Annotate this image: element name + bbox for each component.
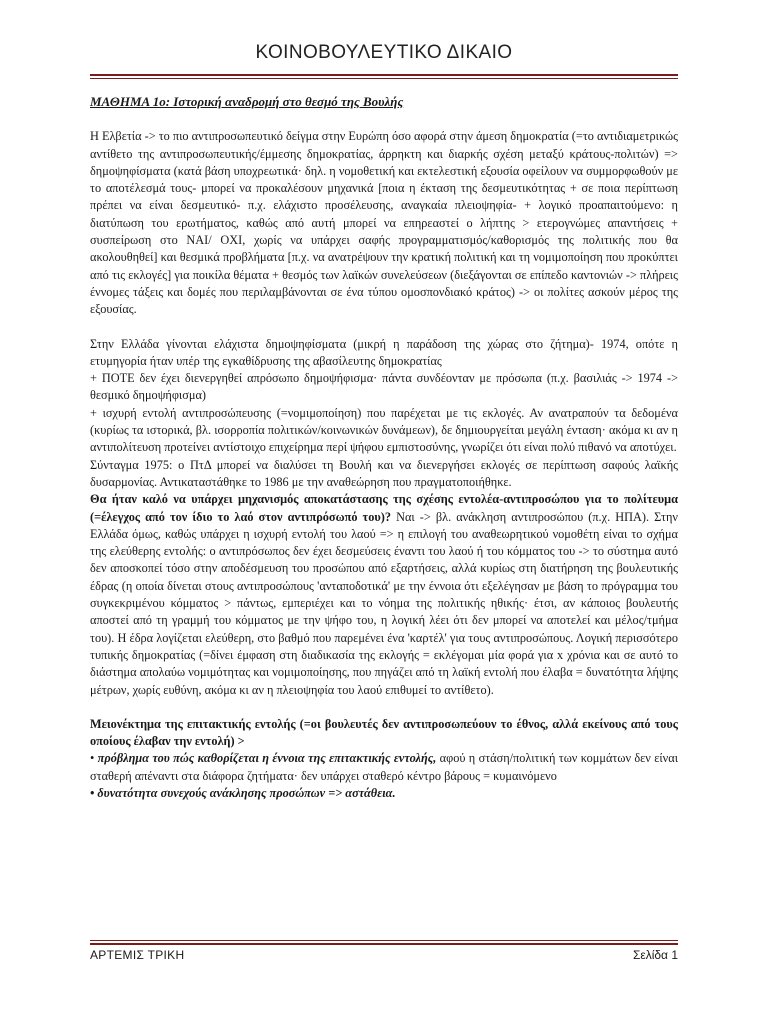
greece-line-2: + ΠΟΤΕ δεν έχει διενεργηθεί απρόσωπο δημοψήφισμα· πάντα συνδέονταν με πρόσωπα (π.χ. βασιλιάς -> 1974 -> θεσμικό δημοψήφισμα) — [90, 371, 678, 403]
paragraph-greece — [90, 336, 678, 699]
lesson-title: ΜΑΘΗΜΑ 1ο: Ιστορική αναδρομή στο θεσμό της Βουλής — [90, 94, 404, 109]
footer-rule — [90, 943, 678, 945]
disadvantage-item-1 — [90, 750, 678, 785]
footer-author: ΑΡΤΕΜΙΣ ΤΡΙΚΗ — [90, 948, 185, 962]
disadvantage-item-2: • δυνατότητα συνεχούς ανάκλησης προσώπων => αστάθεια. — [90, 785, 396, 800]
recall-answer: Ναι -> βλ. ανάκληση αντιπροσώπου (π.χ. ΗΠΑ). Στην Ελλάδα όμως, καθώς υπάρχει η ισχυρή εντολή του λαού => η επιλογή του αναθεωρητικού νομοθέτη είναι το σχήμα της ελεύθερης εντολής: ο αντιπρόσωπος δεν έχει δεσμεύσεις έναντι του λαού ή του κόμματος του -> το σύστημα αυτό δεν αποσκοπεί τόσο στην αποδέσμευση του προσώπου από εξαρτήσεις, αλλά κυρίως στη διατήρηση της βουλευτικής έδρας (η οποία δίνεται στους αντιπροσώπους 'ανταποδοτικά' με την έννοια ότι εξελέγησαν με βάση το πρόγραμμα του συγκεκριμένου κόμματος > πάντως, εμπεριέχει και το νόημα της πολιτικής ηθικής· έτσι, αν κάποιος βουλευτής αποστεί από τη γραμμή του κόμματος με την ψήφο του, η λογική λέει ότι δεν μπορεί να αποτελεί και μέλος/τμήμα του). Η έδρα λογίζεται ελεύθερη, στο βαθμό που παρεμένει ένα 'καρτέλ' για τους αντιπροσώπους. Λογική περισσότερο τυπικής δημοκρατίας (=δίνει έμφαση στη διαδικασία της εκλογής = εκλέγομαι μία φορά για x χρόνια και σε αυτό το διάστημα απολαύω νομιμότητας και νομιμοποίησης, που πηγάζει από τη λαϊκή εντολή που έλαβα = δυνατότητα λήψης μέτρων, χωρίς ευθύνη, ακόμα κι αν η πλειοψηφία του λαού επιθυμεί το αντίθετο). — [90, 509, 678, 697]
greece-line-1: Στην Ελλάδα γίνονται ελάχιστα δημοψηφίσματα (μικρή η παράδοση της χώρας στο ζήτημα)- 1974, οπότε η ετυμηγορία ήταν υπέρ της εγκαθίδρυσης της αβασίλευτης δημοκρατίας — [90, 336, 678, 368]
footer-page-number: Σελίδα 1 — [632, 948, 678, 962]
greece-line-4: Σύνταγμα 1975: ο ΠτΔ μπορεί να διαλύσει τη Βουλή και να διενεργήσει εκλογές σε περίπτωση σαφούς λαϊκής δυσαρμονίας. Αντικαταστάθηκε το 1986 με την αναθεώρηση που πραγματοποιήθηκε. — [90, 457, 678, 489]
disadvantage-1-emphasis: πρόβλημα του πώς καθορίζεται η έννοια της επιτακτικής εντολής, — [97, 751, 437, 766]
bullet-marker: • — [90, 751, 98, 766]
disadvantages-section — [90, 716, 678, 802]
paragraph-switzerland: Η Ελβετία -> το πιο αντιπροσωπευτικό δείγμα στην Ευρώπη όσο αφορά στην άμεση δημοκρατία (=το αντιδιαμετρικώς αντίθετο της αντιπροσωπευτικής/έμμεσης δημοκρατίας, άρρηκτη και διαρκής σχέση μεταξύ κράτους-πολιτών) => δημοψηφίσματα (κατά βάση υποχρεωτικά· δηλ. η νομοθετική και εκτελεστική εξουσία οφείλουν να συμμορφωθούν με το αποτέλεσμά τους- μπορεί να προκαλέσουν μηχανικά [ποια η έκταση της δεσμευτικότητας + σε ποια περίπτωση πρέπει να είναι δεσμευτικό- π.χ. ελάχιστο προσέλευσης, αναγκαία πλειοψηφία- + λογικό προαπαιτούμενο: η διατύπωση του ερωτήματος, καθώς από αυτή μπορεί να επηρεαστεί ο λήπτης > ετερογνώμες απαντήσεις + συσπείρωση στο ΝΑΙ/ ΟΧΙ, χωρίς να υπάρχει σαφής προγραμματισμός/καθορισμός της πολιτικής που θα ακολουθηθεί] και θεσμικά προβλήματα [π.χ. να ανατρέψουν την κρατική πολιτική και τη νομιμοποίηση που προκύπτει από τις εκλογές] για ποικίλα θέματα + θεσμός των λαϊκών συνελεύσεων (διεξάγονται σε επίπεδο καντονιών -> πλήρεις έννομες τάξεις και δομές που περιλαμβάνονται σε ένα τύπου ομοσπονδιακό κράτος) -> οι πολίτες ασκούν μέρος της εξουσίας. — [90, 129, 678, 317]
header-rule — [90, 74, 678, 76]
document-body — [90, 93, 678, 802]
disadvantage-1-text: αφού η στάση/πολιτική των κομμάτων δεν είναι σταθερή απέναντι στα διάφορα ζητήματα· δεν υπάρχει σταθερό κέντρο βάρους = κυμαινόμενο — [90, 751, 678, 783]
recall-question: Θα ήταν καλό να υπάρχει μηχανισμός αποκατάστασης της σχέσης εντολέα-αντιπροσώπου για το πολίτευμα (=έλεγχος από τον ίδιο το λαό στον αντιπρόσωπό του)? — [90, 492, 678, 524]
greece-line-3: + ισχυρή εντολή αντιπροσώπευσης (=νομιμοποίηση) που παρέχεται με τις εκλογές. Αν ανατραπούν τα δεδομένα (κυρίως τα ιστορικά, βλ. ισορροπία πολιτικών/κοινωνικών δυνάμεων), δε δημιουργείται μεγάλη ένταση· ακόμα κι αν η αντιπολίτευση προτείνει αντίστοιχο επιχείρημα περί ψήφου εμπιστοσύνης, γνωρίζει ότι είναι πολύ πιθανό να αποτύχει. — [90, 405, 678, 455]
recall-paragraph — [90, 491, 678, 699]
disadvantages-heading: Μειονέκτημα της επιτακτικής εντολής (=οι βουλευτές δεν αντιπροσωπεύουν το έθνος, αλλά εκείνους από τους οποίους έλαβαν την εντολή) > — [90, 716, 678, 749]
document-header-title: ΚΟΙΝΟΒΟΥΛΕΥΤΙΚΟ ΔΙΚΑΙΟ — [255, 42, 513, 63]
footer-rule-thin — [90, 940, 678, 941]
header-rule-thin — [90, 78, 678, 79]
